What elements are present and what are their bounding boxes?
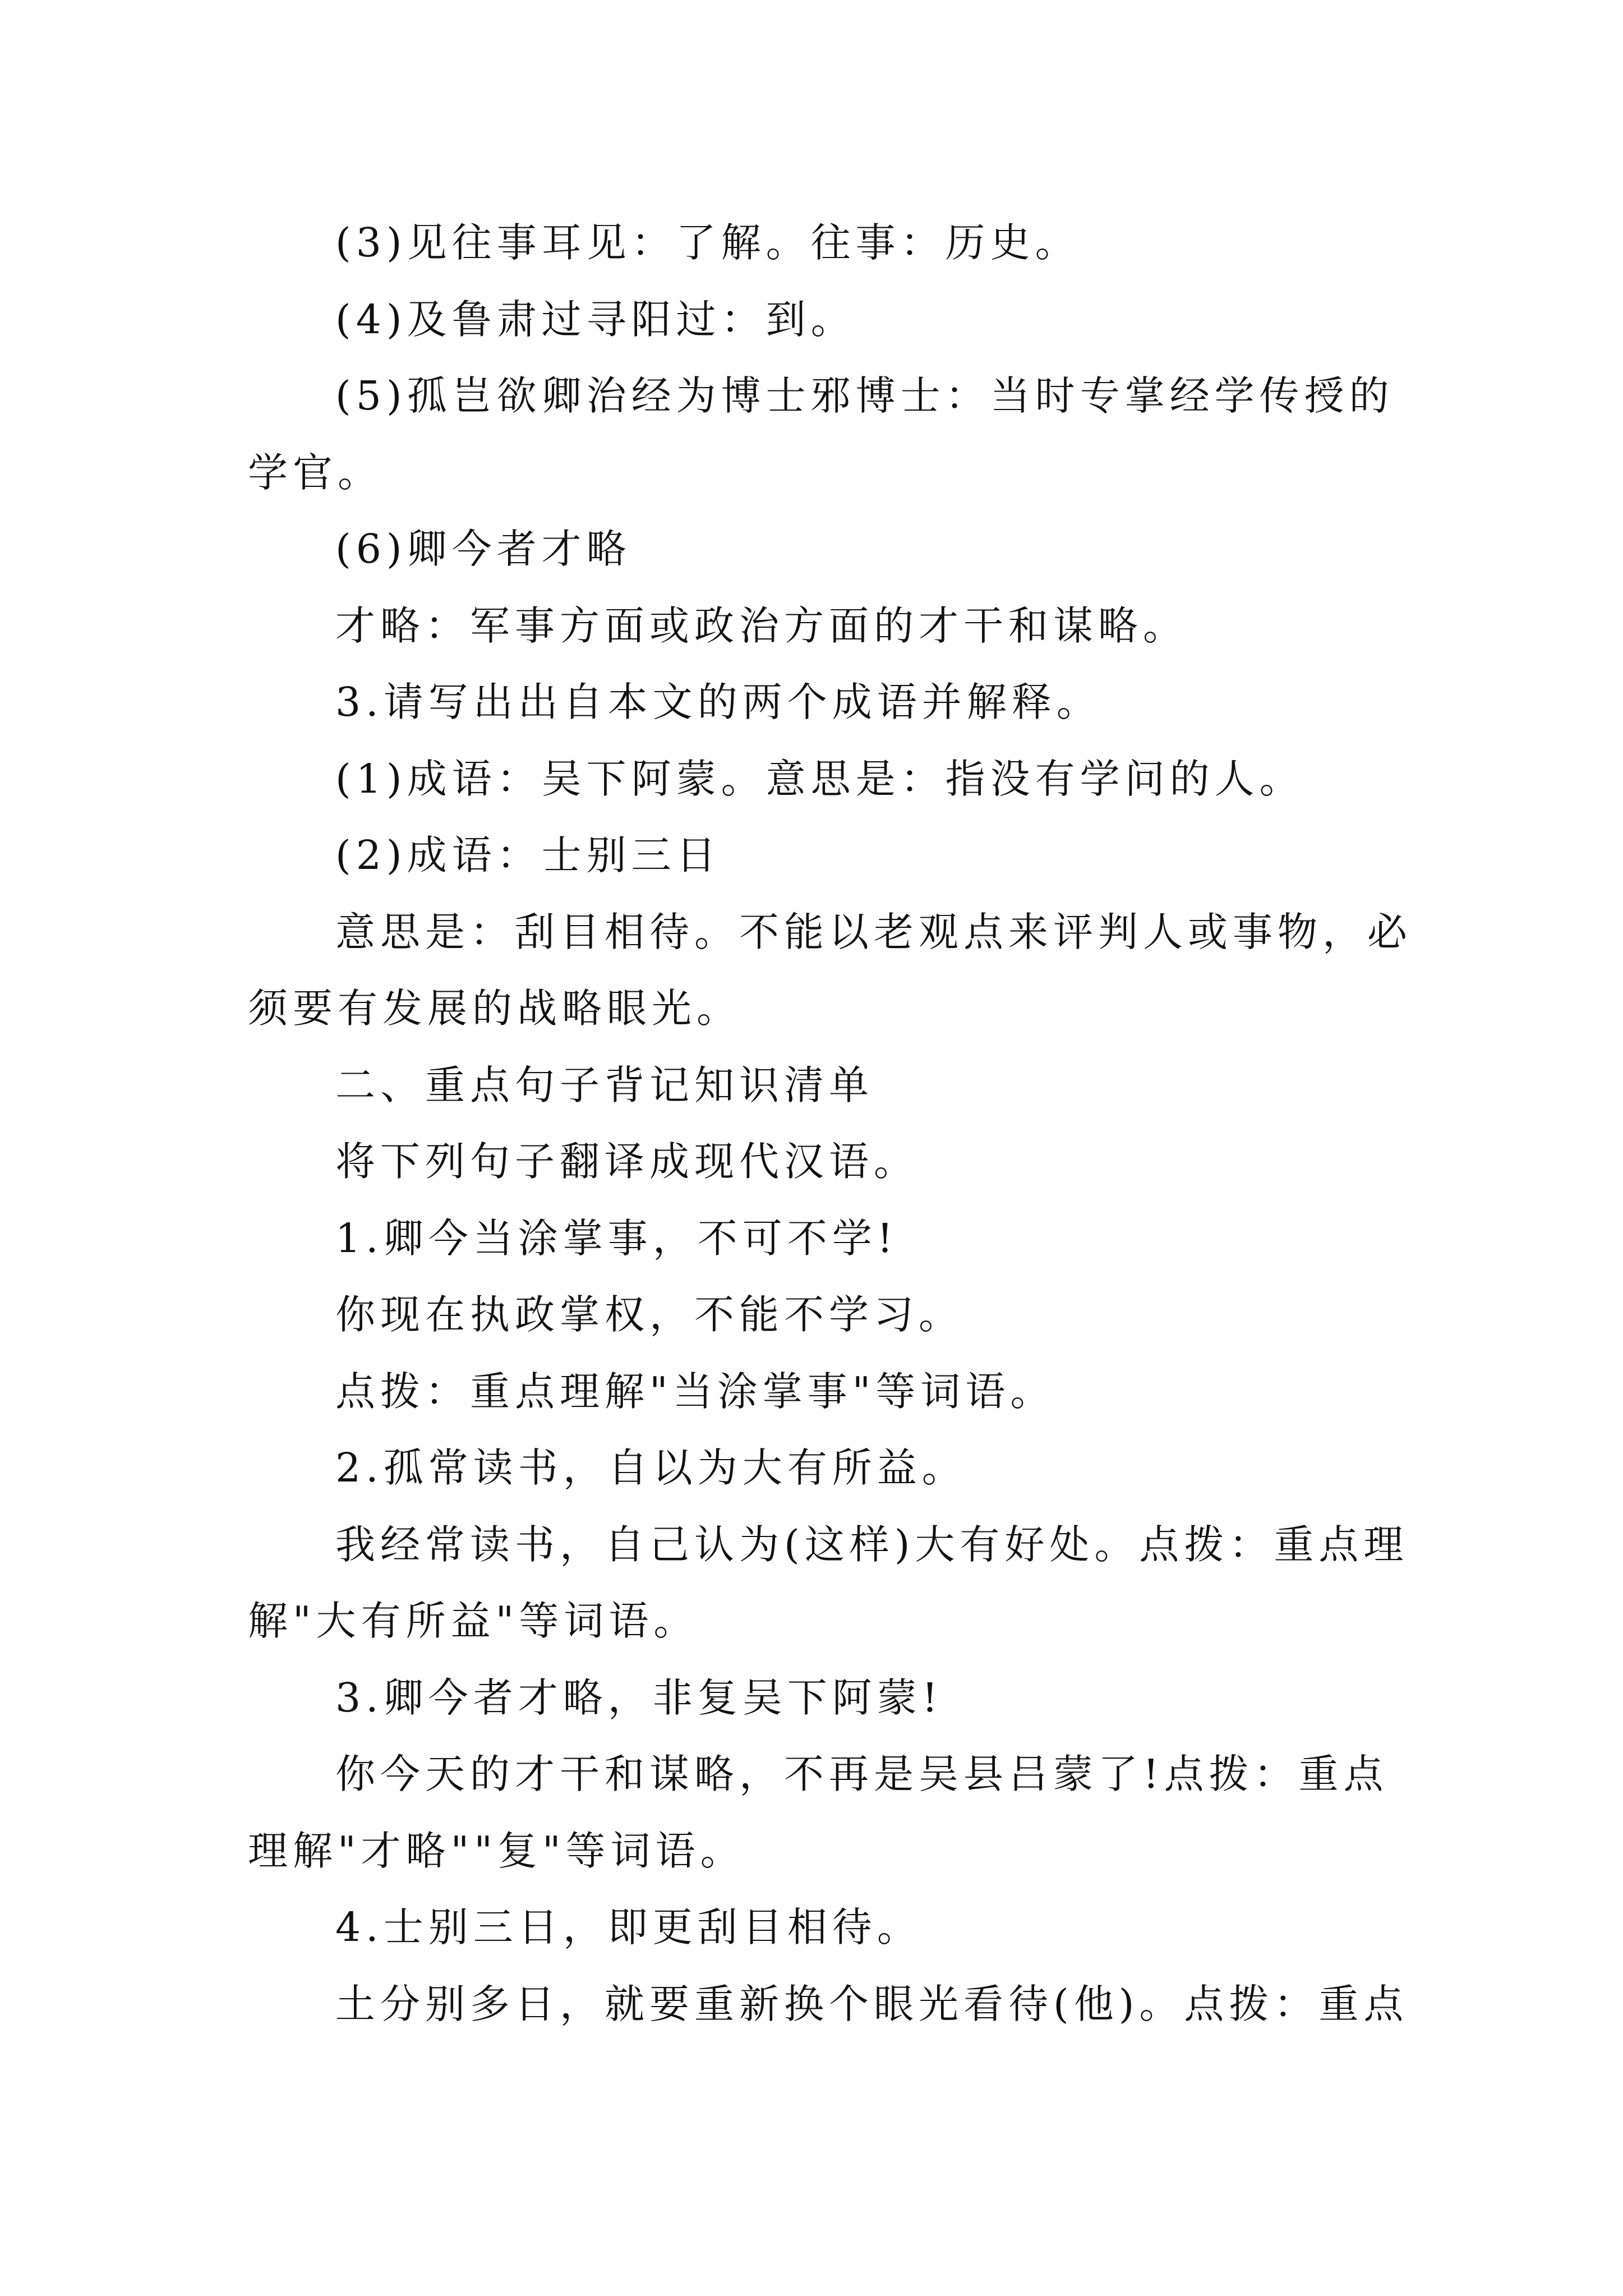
text-line: 将下列句子翻译成现代汉语。 — [335, 1138, 919, 1185]
text-line: 3.卿今者才略，非复吴下阿蒙! — [335, 1674, 943, 1721]
text-line: 才略：军事方面或政治方面的才干和谋略。 — [335, 602, 1188, 649]
text-line: 1.卿今当涂掌事，不可不学! — [335, 1215, 898, 1262]
text-line: 你现在执政掌权，不能不学习。 — [335, 1291, 964, 1338]
text-line: 意思是：刮目相待。不能以老观点来评判人或事物，必 — [335, 909, 1413, 955]
text-line: 学官。 — [248, 449, 383, 496]
text-line: 土分别多日，就要重新换个眼光看待(他)。点拨：重点 — [335, 1981, 1409, 2027]
text-line: (2)成语：士别三日 — [335, 832, 721, 878]
text-line: 理解"才略""复"等词语。 — [248, 1828, 745, 1874]
text-line: (1)成语：吴下阿蒙。意思是：指没有学问的人。 — [335, 756, 1304, 802]
text-line: (3)见往事耳见：了解。往事：历史。 — [335, 219, 1080, 266]
text-line: 须要有发展的战略眼光。 — [248, 985, 742, 1032]
text-line: 3.请写出出自本文的两个成语并解释。 — [335, 679, 1101, 725]
text-line: (4)及鲁肃过寻阳过：到。 — [335, 296, 856, 343]
text-line: 我经常读书，自己认为(这样)大有好处。点拨：重点理 — [335, 1521, 1409, 1568]
text-line: (5)孤岂欲卿治经为博士邪博士：当时专掌经学传授的 — [335, 372, 1394, 419]
text-line: 你今天的才干和谋略，不再是吴县吕蒙了!点拨：重点 — [335, 1751, 1389, 1797]
text-line: 点拨：重点理解"当涂掌事"等词语。 — [335, 1368, 1055, 1415]
text-line: 4.士别三日，即更刮目相待。 — [335, 1904, 922, 1950]
text-line: (6)卿今者才略 — [335, 526, 631, 572]
section-heading: 二、重点句子背记知识清单 — [335, 1062, 874, 1108]
text-line: 解"大有所益"等词语。 — [248, 1598, 699, 1644]
text-line: 2.孤常读书，自以为大有所益。 — [335, 1444, 967, 1491]
